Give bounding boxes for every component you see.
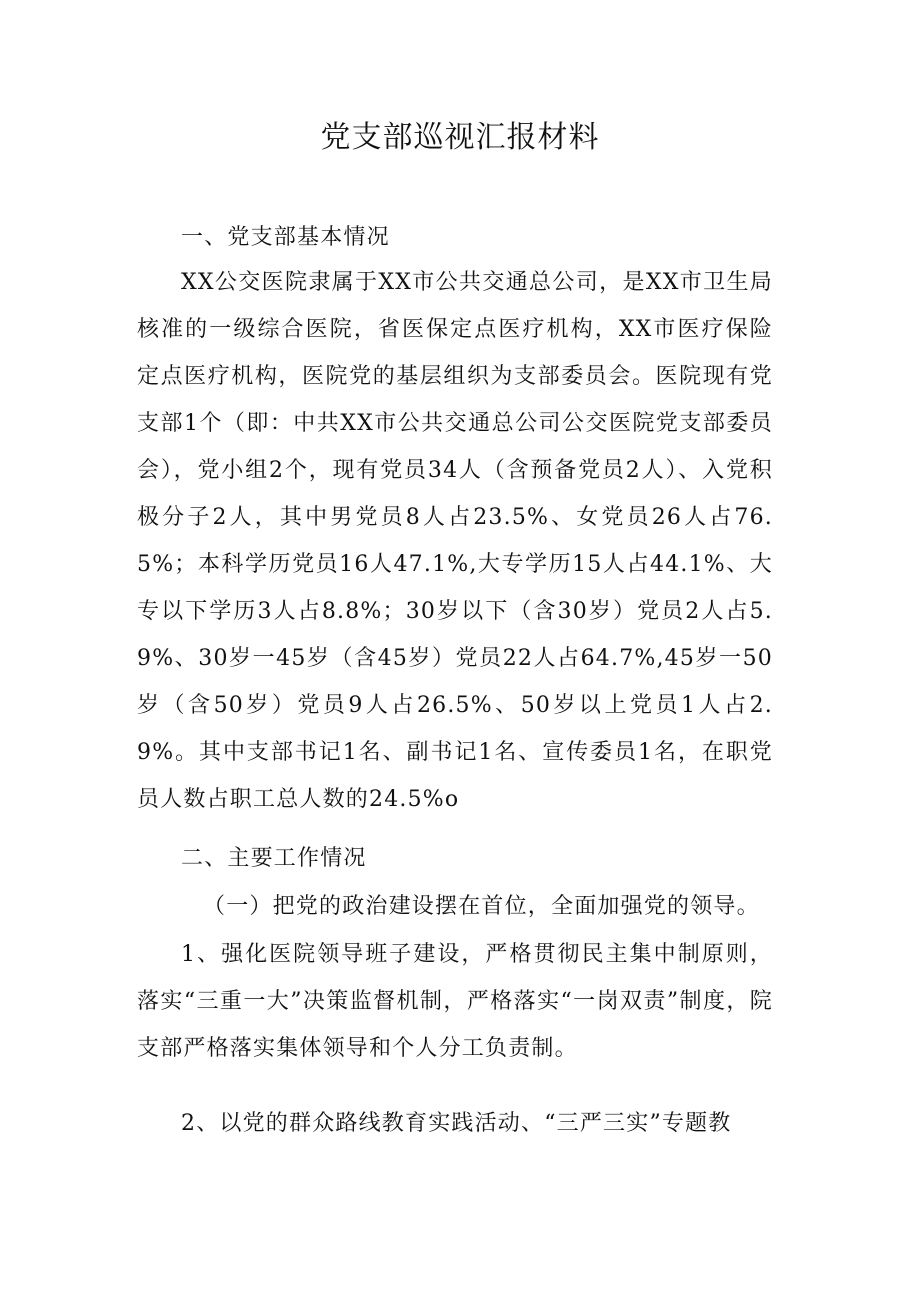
section-heading-basic-info: 一、党支部基本情况: [181, 225, 390, 250]
list-item-2: 2、以党的群众路线教育实践活动、“三严三实”专题教: [181, 1111, 732, 1136]
section-heading-main-work: 二、主要工作情况: [181, 846, 367, 871]
document-title: 党支部巡视汇报材料: [320, 120, 600, 155]
list-item-1: 1、强化医院领导班子建设，严格贯彻民主集中制原则，落实“三重一大”决策监督机制，严格落实“一岗双责”制度，院支部严格落实集体领导和个人分工负责制。: [137, 942, 773, 1061]
subsection-heading-political: （一）把党的政治建设摆在首位，全面加强党的领导。: [203, 894, 760, 919]
section-body-basic-info: XX公交医院隶属于XX市公共交通总公司，是XX市卫生局核准的一级综合医院，省医保定点医疗机构，XX市医疗保险定点医疗机构，医院党的基层组织为支部委员会。医院现有党支部1个（即：中共XX市公共交通总公司公交医院党支部委员会），党小组2个，现有党员34人（含预备党员2人）、入党积极分子2人，其中男党员8人占23.5%、女党员26人占76.5%；本科学历党员16人47.1%,大专学历15人占44.1%、大专以下学历3人占8.8%；30岁以下（含30岁）党员2人占5.9%、30岁一45岁（含45岁）党员22人占64.7%,45岁一50岁（含50岁）党员9人占26.5%、50岁以上党员1人占2.9%。其中支部书记1名、副书记1名、宣传委员1名，在职党员人数占职工总人数的24.5%o: [137, 270, 773, 812]
